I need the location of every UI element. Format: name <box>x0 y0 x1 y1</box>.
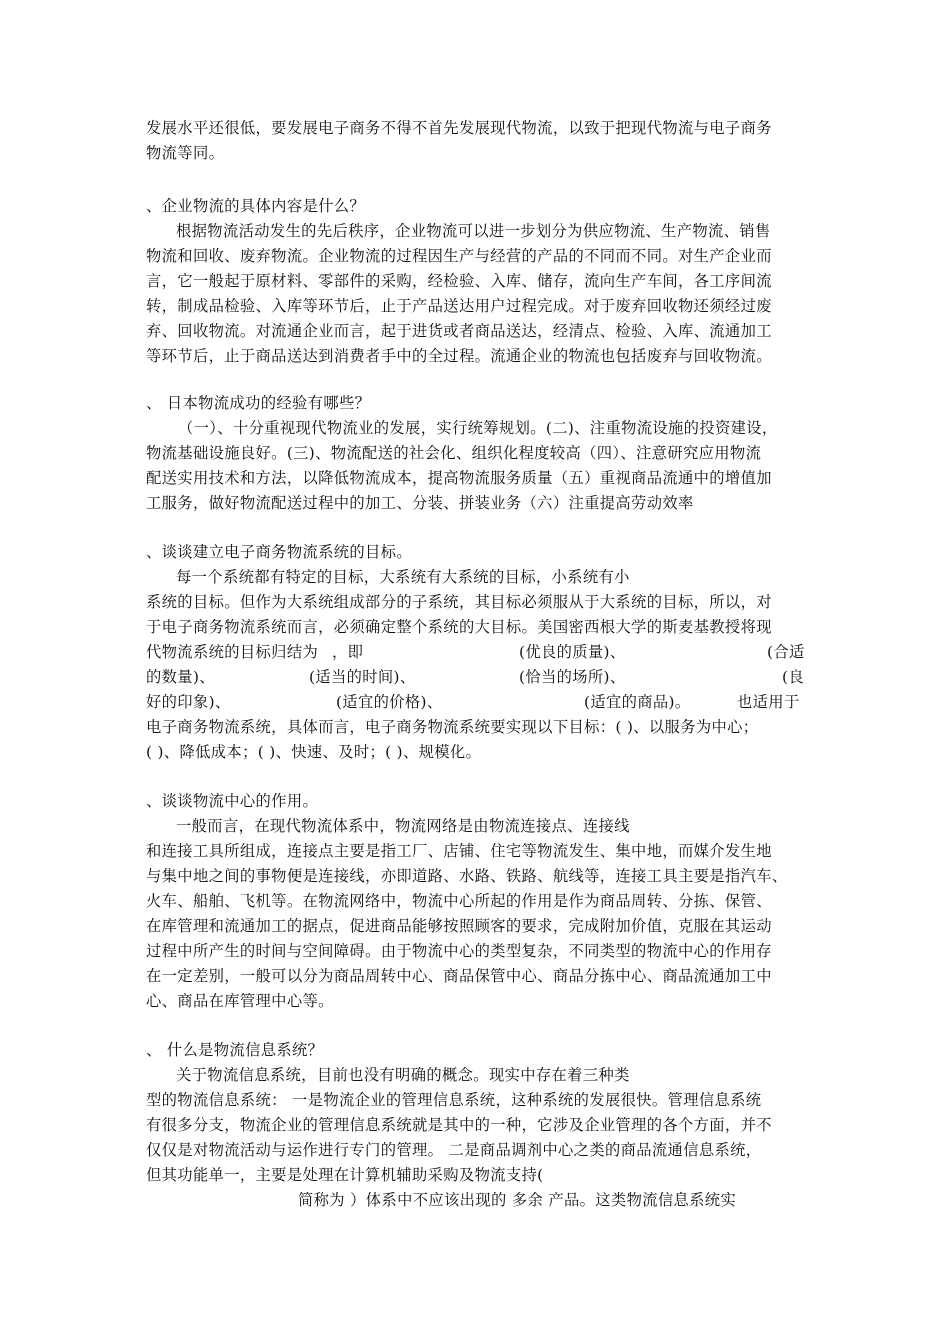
paragraph-line: 每一个系统都有特定的目标，大系统有大系统的目标，小系统有小 <box>176 568 630 586</box>
section-question: 、 日本物流成功的经验有哪些？ <box>146 394 371 412</box>
paragraph-line: 关于物流信息系统，目前也没有明确的概念。现实中存在着三种类 <box>176 1066 630 1084</box>
section-question: 、 什么是物流信息系统？ <box>146 1041 324 1059</box>
paragraph-line: （一）、十分重视现代物流业的发展，实行统筹规划。(二)、注重物流设施的投资建设， <box>178 419 778 437</box>
paragraph-line: 等环节后，止于商品送达到消费者手中的全过程。流通企业的物流也包括废弃与回收物流。 <box>146 347 772 365</box>
paragraph-line: 火车、船舶、飞机等。在物流网络中，物流中心所起的作用是作为商品周转、分拣、保管、 <box>146 892 772 910</box>
section-question: 、谈谈物流中心的作用。 <box>146 792 319 810</box>
paragraph-fragment: ，即 <box>332 643 364 661</box>
paragraph-line: 型的物流信息系统： 一是物流企业的管理信息系统，这种系统的发展很快。管理信息系统 <box>146 1091 762 1109</box>
paragraph-fragment: (优良的质量)、 <box>519 643 626 661</box>
paragraph-fragment: 好的印象)、 <box>146 693 231 711</box>
paragraph-line: 发展水平还很低，要发展电子商务不得不首先发展现代物流，以致于把现代物流与电子商务 <box>146 119 772 137</box>
paragraph-line: 于电子商务物流系统而言，必须确定整个系统的大目标。美国密西根大学的斯麦基教授将现 <box>146 618 772 636</box>
paragraph-line: 与集中地之间的事物便是连接线，亦即道路、水路、铁路、航线等，连接工具主要是指汽车、 <box>146 867 788 885</box>
paragraph-line: 但其功能单一，主要是处理在计算机辅助采购及物流支持( <box>146 1166 544 1184</box>
paragraph-line: 配送实用技术和方法，以降低物流成本，提高物流服务质量（五）重视商品流通中的增值加 <box>146 469 772 487</box>
paragraph-line: 物流等同。 <box>146 144 225 162</box>
paragraph-line: 转，制成品检验、入库等环节后，止于产品送达用户过程完成。对于废弃回收物还须经过废 <box>146 297 772 315</box>
paragraph-fragment: (适宜的价格)、 <box>336 693 443 711</box>
paragraph-line: 工服务，做好物流配送过程中的加工、分装、拼装业务（六）注重提高劳动效率 <box>146 494 694 512</box>
paragraph-line: 仅仅是对物流活动与运作进行专门的管理。 二是商品调剂中心之类的商品流通信息系统， <box>146 1141 762 1159</box>
paragraph-fragment: 也适用于 <box>737 693 800 711</box>
paragraph-fragment: (良 <box>782 668 804 686</box>
paragraph-fragment: 的数量)、 <box>146 668 215 686</box>
paragraph-fragment: (适当的时间)、 <box>309 668 416 686</box>
paragraph-line: 在库管理和流通加工的据点，促进商品能够按照顾客的要求，完成附加价值，克服在其运动 <box>146 917 772 935</box>
paragraph-line: ( )、降低成本；( )、快速、及时；( )、规模化。 <box>146 743 482 761</box>
paragraph-line: 物流和回收、废弃物流。企业物流的过程因生产与经营的产品的不同而不同。对生产企业而 <box>146 247 772 265</box>
paragraph-line: 和连接工具所组成，连接点主要是指工厂、店铺、住宅等物流发生、集中地，而媒介发生地 <box>146 842 772 860</box>
paragraph-fragment: (适宜的商品)。 <box>584 693 691 711</box>
paragraph-line: 根据物流活动发生的先后秩序，企业物流可以进一步划分为供应物流、生产物流、销售 <box>176 222 771 240</box>
paragraph-line: 在一定差别，一般可以分为商品周转中心、商品保管中心、商品分拣中心、商品流通加工中 <box>146 967 772 985</box>
paragraph-line: 一般而言，在现代物流体系中，物流网络是由物流连接点、连接线 <box>176 817 630 835</box>
paragraph-line: 有很多分支，物流企业的管理信息系统就是其中的一种，它涉及企业管理的各个方面，并不 <box>146 1116 772 1134</box>
paragraph-line: 代物流系统的目标归结为 <box>146 643 319 661</box>
paragraph-line: 电子商务物流系统，具体而言，电子商务物流系统要实现以下目标：( )、以服务为中心； <box>146 718 759 736</box>
paragraph-line: 心、商品在库管理中心等。 <box>146 992 334 1010</box>
paragraph-line: 言，它一般起于原材料、零部件的采购，经检验、入库、储存，流向生产车间，各工序间流 <box>146 272 772 290</box>
paragraph-fragment: (恰当的场所)、 <box>519 668 626 686</box>
paragraph-line: 弃、回收物流。对流通企业而言，起于进货或者商品送达，经清点、检验、入库、流通加工 <box>146 322 772 340</box>
paragraph-line: 简称为 ）体系中不应该出现的 多余 产品。这类物流信息系统实 <box>298 1191 737 1209</box>
section-question: 、谈谈建立电子商务物流系统的目标。 <box>146 543 412 561</box>
section-question: 、企业物流的具体内容是什么？ <box>146 197 366 215</box>
paragraph-line: 物流基础设施良好。(三)、物流配送的社会化、组织化程度较高（四）、注意研究应用物流 <box>146 444 762 462</box>
paragraph-fragment: (合适 <box>767 643 805 661</box>
paragraph-line: 系统的目标。但作为大系统组成部分的子系统，其目标必须服从于大系统的目标，所以，对 <box>146 593 772 611</box>
paragraph-line: 过程中所产生的时间与空间障碍。由于物流中心的类型复杂，不同类型的物流中心的作用存 <box>146 942 772 960</box>
